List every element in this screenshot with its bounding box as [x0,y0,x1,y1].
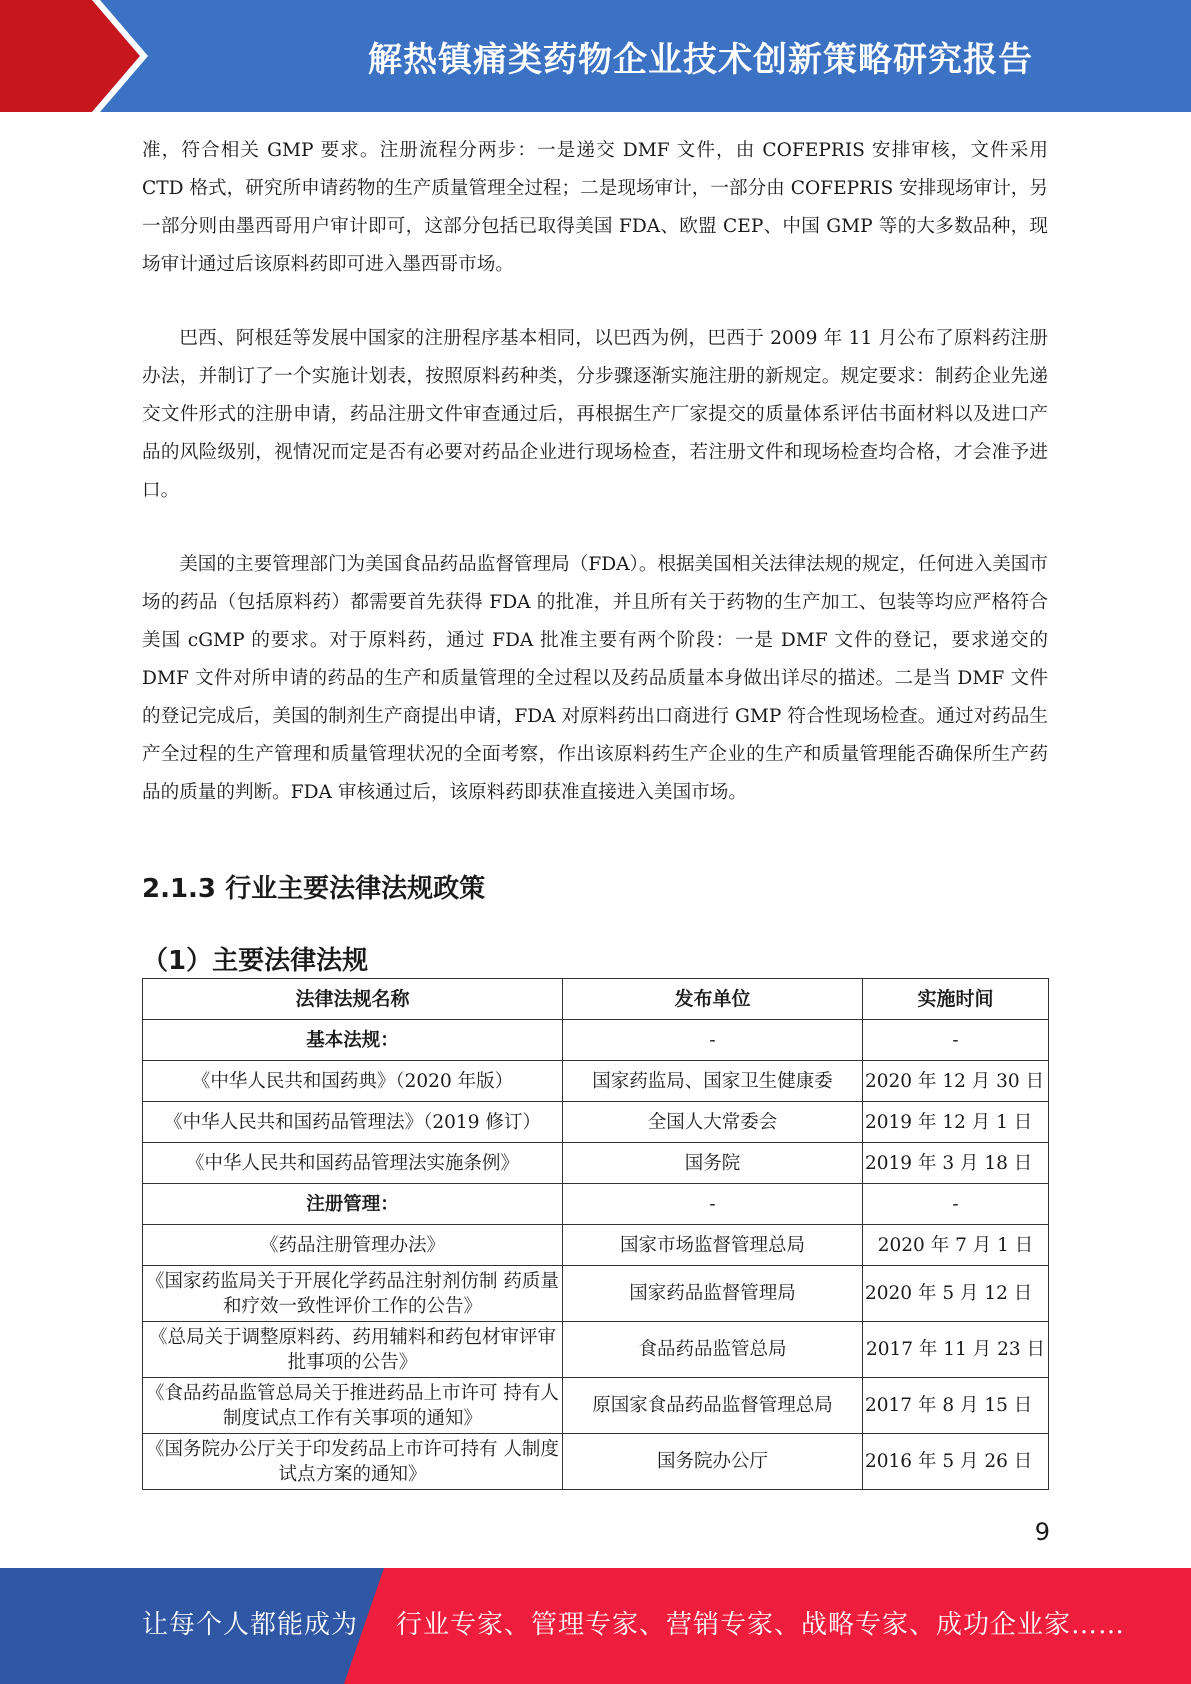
laws-table [142,978,1049,1490]
cell-issuer: 全国人大常委会 [563,1102,863,1143]
cell-effective-date: 2019 年 3 月 18 日 [863,1143,1049,1184]
cell-issuer: 原国家食品药品监督管理总局 [563,1378,863,1434]
cell-issuer: 国家药监局、国家卫生健康委 [563,1061,863,1102]
cell-law-name: 《国务院办公厅关于印发药品上市许可持有 人制度试点方案的通知》 [143,1434,563,1490]
cell-law-name: 《食品药品监管总局关于推进药品上市许可 持有人制度试点工作有关事项的通知》 [143,1378,563,1434]
paragraph-1: 准，符合相关 GMP 要求。注册流程分两步：一是递交 DMF 文件，由 COFEPRIS 安排审核，文件采用 CTD 格式，研究所申请药物的生产质量管理全过程；二是现场审计，一部分由 COFEPRIS 安排现场审计，另一部分则由墨西哥用户审计即可，这部分包括已取得美国 FDA、欧盟 CEP、中国 GMP 等的大多数品种，现场审计通过后该原料药即可进入墨西哥市场。 [142,140,1048,275]
cell-issuer: 食品药品监管总局 [563,1322,863,1378]
cell-issuer: 国家药品监督管理局 [563,1266,863,1322]
page-number: 9 [1034,1518,1050,1546]
page-footer [0,1568,1191,1684]
cell-law-name: 注册管理： [143,1184,563,1225]
cell-law-name: 《总局关于调整原料药、药用辅料和药包材审评审批事项的公告》 [143,1322,563,1378]
table-row [143,1266,1049,1322]
table-row [143,1225,1049,1266]
laws-table-container [142,978,1048,1490]
cell-issuer: 国家市场监督管理总局 [563,1225,863,1266]
cell-effective-date: 2016 年 5 月 26 日 [863,1434,1049,1490]
table-row [143,1102,1049,1143]
cell-effective-date: 2020 年 5 月 12 日 [863,1266,1049,1322]
table-row [143,1322,1049,1378]
cell-issuer: - [563,1184,863,1225]
cell-law-name: 《国家药监局关于开展化学药品注射剂仿制 药质量和疗效一致性评价工作的公告》 [143,1266,563,1322]
table-row [143,1143,1049,1184]
cell-effective-date: - [863,1020,1049,1061]
header-issuer: 发布单位 [563,979,863,1020]
body-text [142,132,1048,848]
table-row [143,1061,1049,1102]
cell-effective-date: 2020 年 7 月 1 日 [863,1225,1049,1266]
cell-effective-date: 2019 年 12 月 1 日 [863,1102,1049,1143]
header-law-name: 法律法规名称 [143,979,563,1020]
report-title: 解热镇痛类药物企业技术创新策略研究报告 [368,39,1033,80]
page-header [0,0,1191,112]
cell-issuer: - [563,1020,863,1061]
section-heading: 2.1.3 行业主要法律法规政策 [142,874,486,904]
cell-law-name: 《中华人民共和国药品管理法实施条例》 [143,1143,563,1184]
cell-law-name: 《药品注册管理办法》 [143,1225,563,1266]
cell-effective-date: 2017 年 11 月 23 日 [863,1322,1049,1378]
cell-law-name: 《中华人民共和国药典》（2020 年版） [143,1061,563,1102]
cell-law-name: 《中华人民共和国药品管理法》（2019 修订） [143,1102,563,1143]
laws-table-body [143,1020,1049,1490]
cell-law-name: 基本法规： [143,1020,563,1061]
table-row [143,1434,1049,1490]
table-header-row [143,979,1049,1020]
subsection-heading: （1）主要法律法规 [142,946,369,976]
footer-slogan-lead: 让每个人都能成为 [142,1610,359,1640]
paragraph-3: 美国的主要管理部门为美国食品药品监督管理局（FDA）。根据美国相关法律法规的规定，任何进入美国市场的药品（包括原料药）都需要首先获得 FDA 的批准，并且所有关于药物的生产加工、包装等均应严格符合美国 cGMP 的要求。对于原料药，通过 FDA 批准主要有两个阶段：一是 DMF 文件的登记，要求递交的 DMF 文件对所申请的药品的生产和质量管理的全过程以及药品质量本身做出详尽的描述。二是当 DMF 文件的登记完成后，美国的制剂生产商提出申请，FDA 对原料药出口商进行 GMP 符合性现场检查。通过对药品生产全过程的生产管理和质量管理状况的全面考察，作出该原料药生产企业的生产和质量管理能否确保所生产药品的质量的判断。FDA 审核通过后，该原料药即获准直接进入美国市场。 [142,554,1048,803]
paragraph-2: 巴西、阿根廷等发展中国家的注册程序基本相同，以巴西为例，巴西于 2009 年 11 月公布了原料药注册办法，并制订了一个实施计划表，按照原料药种类，分步骤逐渐实施注册的新规定。规定要求：制药企业先递交文件形式的注册申请，药品注册文件审查通过后，再根据生产厂家提交的质量体系评估书面材料以及进口产品的风险级别，视情况而定是否有必要对药品企业进行现场检查，若注册文件和现场检查均合格，才会准予进口。 [142,328,1048,501]
table-row [143,1378,1049,1434]
cell-issuer: 国务院 [563,1143,863,1184]
table-category-row [143,1020,1049,1061]
cell-issuer: 国务院办公厅 [563,1434,863,1490]
header-effective-date: 实施时间 [863,979,1049,1020]
footer-slogan-roles: 行业专家、管理专家、营销专家、战略专家、成功企业家…… [396,1610,1126,1640]
cell-effective-date: - [863,1184,1049,1225]
cell-effective-date: 2017 年 8 月 15 日 [863,1378,1049,1434]
table-category-row [143,1184,1049,1225]
cell-effective-date: 2020 年 12 月 30 日 [863,1061,1049,1102]
